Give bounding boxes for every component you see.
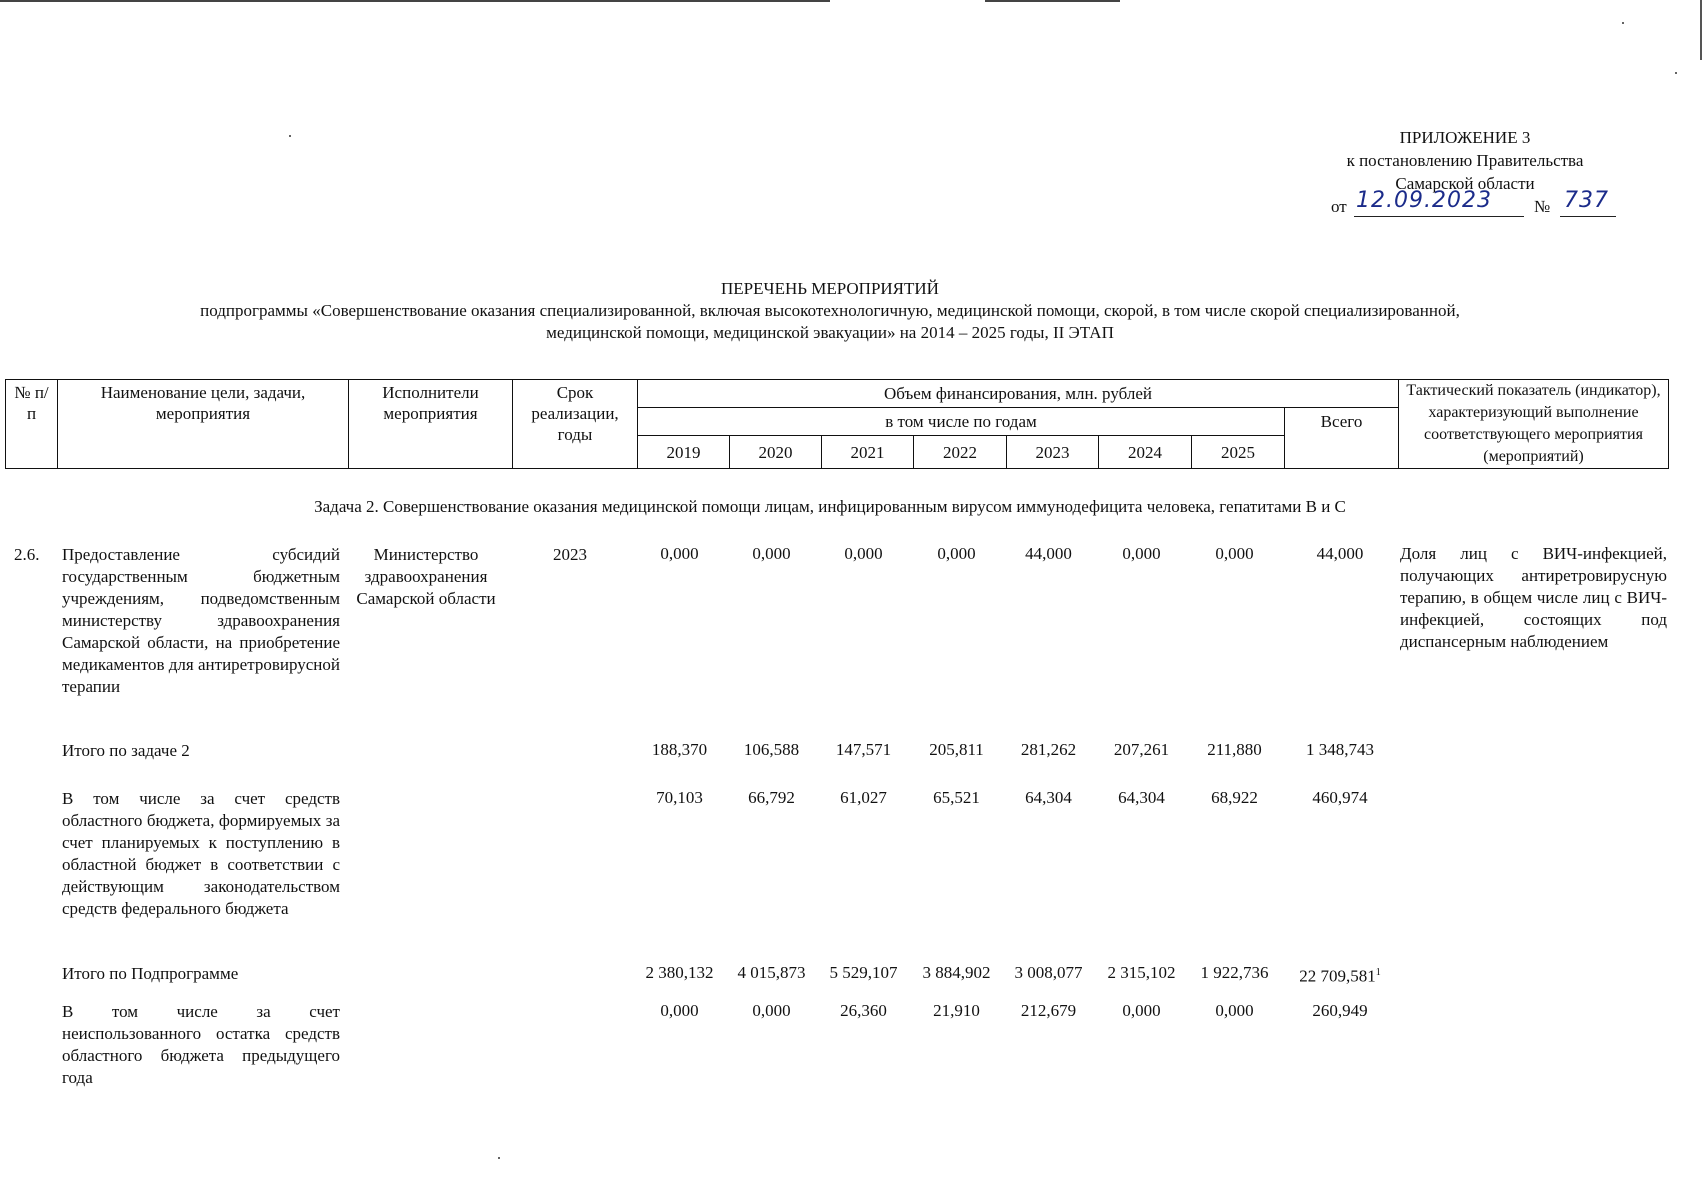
value-2021: 26,360 xyxy=(840,1001,887,1020)
row-name: Итого по задаче 2 xyxy=(62,741,190,760)
header-indicator: Тактический показатель (индикатор), характеризующий выполнение соответствующего мероприятия (мероприятий) xyxy=(1399,380,1669,469)
value-2023: 281,262 xyxy=(1020,740,1077,759)
value-2024: 0,000 xyxy=(1122,1001,1161,1020)
value-2020: 0,000 xyxy=(752,1001,791,1020)
appendix-line: Самарской области xyxy=(1395,174,1535,193)
value-2025: 68,922 xyxy=(1211,788,1258,807)
header-year: 2023 xyxy=(1007,436,1099,469)
value-2022: 0,000 xyxy=(937,544,976,563)
header-year: 2024 xyxy=(1099,436,1192,469)
value-total xyxy=(1285,962,1395,988)
handwritten-number: 737 xyxy=(1564,188,1609,213)
document-title xyxy=(60,278,1600,344)
value-2025: 211,880 xyxy=(1207,740,1262,759)
scan-edge-line xyxy=(985,0,1120,2)
appendix-line: к постановлению Правительства xyxy=(1346,151,1584,170)
value-2021: 147,571 xyxy=(835,740,892,759)
value-2020: 66,792 xyxy=(748,788,795,807)
header-term: Срок реализации, годы xyxy=(513,380,638,469)
header-total: Всего xyxy=(1285,408,1399,469)
value-2024: 207,261 xyxy=(1113,740,1170,759)
row-name: Итого по Подпрограмме xyxy=(62,964,239,983)
value-2021: 5 529,107 xyxy=(829,963,898,982)
header-funding: Объем финансирования, млн. рублей xyxy=(638,380,1399,408)
value-2019: 70,103 xyxy=(656,788,703,807)
value-2023: 3 008,077 xyxy=(1014,963,1083,982)
scan-speck xyxy=(1675,72,1677,74)
value-2023: 44,000 xyxy=(1025,544,1072,563)
row-indicator: Доля лиц с ВИЧ-инфекцией, получающих антиретровирусную терапию, в общем числе лиц с ВИЧ-инфекцией, состоящих под диспансерным наблюдением xyxy=(1400,544,1667,651)
row-name: Предоставление субсидий государственным бюджетным учреждениям, подведомственным министерству здравоохранения Самарской области, на приобретение медикаментов для антиретровирусной терапии xyxy=(62,545,340,696)
value-2020: 4 015,873 xyxy=(737,963,806,982)
appendix-block xyxy=(1290,126,1640,219)
value-2020: 0,000 xyxy=(752,544,791,563)
value-2025: 1 922,736 xyxy=(1200,963,1269,982)
table-header xyxy=(5,379,1669,469)
value-2025: 0,000 xyxy=(1215,544,1254,563)
value-2022: 3 884,902 xyxy=(922,963,991,982)
scan-edge-line xyxy=(0,0,830,2)
header-by-years: в том числе по годам xyxy=(638,408,1285,436)
header-year: 2021 xyxy=(822,436,914,469)
value-2024: 2 315,102 xyxy=(1107,963,1176,982)
number-underline xyxy=(1560,216,1616,217)
value-total: 460,974 xyxy=(1312,788,1368,807)
appendix-title: ПРИЛОЖЕНИЕ 3 xyxy=(1399,128,1531,147)
value-2024: 0,000 xyxy=(1122,544,1161,563)
value-total: 260,949 xyxy=(1312,1001,1368,1020)
title-subprogram: подпрограммы «Совершенствование оказания специализированной, включая высокотехнологичную, медицинской помощи, скорой, в том числе скорой специализированной, xyxy=(200,301,1460,320)
value-2019: 2 380,132 xyxy=(645,963,714,982)
value-2022: 65,521 xyxy=(933,788,980,807)
title-subprogram-cont: медицинской помощи, медицинской эвакуации» на 2014 – 2025 годы, II ЭТАП xyxy=(546,323,1114,342)
value-total: 1 348,743 xyxy=(1306,740,1374,759)
scan-edge-mark xyxy=(1700,0,1702,60)
value-2023: 64,304 xyxy=(1025,788,1072,807)
header-num: № п/п xyxy=(6,380,58,469)
row-name: В том числе за счет неиспользованного остатка средств областного бюджета предыдущего года xyxy=(62,1002,340,1087)
scan-speck xyxy=(289,135,291,137)
header-year: 2019 xyxy=(638,436,730,469)
title-heading: ПЕРЕЧЕНЬ МЕРОПРИЯТИЙ xyxy=(721,279,939,298)
date-underline xyxy=(1354,216,1524,217)
value-total-amount: 22 709,581 xyxy=(1299,966,1376,986)
header-year: 2022 xyxy=(914,436,1007,469)
appendix-date-line xyxy=(1290,188,1640,219)
value-2019: 0,000 xyxy=(660,544,699,563)
header-name: Наименование цели, задачи, мероприятия xyxy=(58,380,349,469)
date-prefix: от xyxy=(1331,197,1347,216)
header-executors: Исполнители мероприятия xyxy=(349,380,513,469)
row-executor: Министерство здравоохранения Самарской области xyxy=(356,545,496,608)
scan-speck xyxy=(1622,22,1624,24)
value-2025: 0,000 xyxy=(1215,1001,1254,1020)
header-year: 2020 xyxy=(730,436,822,469)
value-total: 44,000 xyxy=(1316,544,1364,563)
value-2021: 61,027 xyxy=(840,788,887,807)
footnote-mark: 1 xyxy=(1375,967,1381,978)
header-year: 2025 xyxy=(1192,436,1285,469)
value-2023: 212,679 xyxy=(1020,1001,1077,1020)
task-title: Задача 2. Совершенствование оказания медицинской помощи лицам, инфицированным вирусом иммунодефицита человека, гепатитами В и С xyxy=(314,497,1346,516)
scan-speck xyxy=(498,1157,500,1159)
row-number: 2.6. xyxy=(14,545,40,564)
value-2024: 64,304 xyxy=(1118,788,1165,807)
value-2019: 0,000 xyxy=(660,1001,699,1020)
value-2020: 106,588 xyxy=(743,740,800,759)
row-name: В том числе за счет средств областного бюджета, формируемых за счет планируемых к поступлению в областной бюджет в соответствии с действующим законодательством средств федерального бюджета xyxy=(62,789,340,918)
handwritten-date: 12.09.2023 xyxy=(1356,188,1492,213)
value-2022: 21,910 xyxy=(933,1001,980,1020)
value-2022: 205,811 xyxy=(929,740,984,759)
number-prefix: № xyxy=(1534,197,1551,216)
row-term: 2023 xyxy=(553,545,587,564)
value-2021: 0,000 xyxy=(844,544,883,563)
value-2019: 188,370 xyxy=(651,740,708,759)
